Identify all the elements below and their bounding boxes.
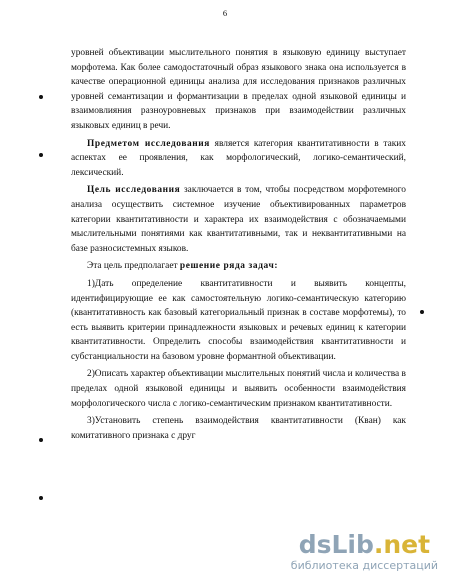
dslib-watermark [290,530,438,572]
goal-text: заключается в том, чтобы посредством морфотемного анализа осуществить системное изучение объективированных параметров категории квантитативности и характера их взаимодействия с обозначаемыми мыслительными понятиями как квантитативными, так и неквантитативными на базе разносистемных языков. [71,185,406,254]
task-2: 2)Описать характер объективации мыслительных понятий числа и количества в пределах одной языковой единицы и выявить особенности взаимодействия морфологического числа с логико-семантическим признаком квантитативности. [71,369,406,409]
paragraph-subject [71,137,406,181]
paragraph-morphotema: уровней объективации мыслительного понятия в языковую единицу выступает морфотема. Как более самодостаточный образ языкового знака она используется в качестве операционной единицы анализа для исследования признаков различных уровней семантизации и формантизации в пределах одной языковой единицы и взаимовлияния разноуровневых признаков при взаимодействии различных языковых единиц в речи. [71,48,406,131]
goal-heading: Цель исследования [87,185,181,196]
logo-main: dsLib [298,530,374,559]
dslib-tagline: библиотека диссертаций [290,559,438,572]
margin-dot [39,438,43,442]
paragraph-tasks-intro [71,259,406,274]
tasks-intro-text: Эта цель предполагает [87,261,180,272]
subject-text: является категория квантитативности в таких аспектах ее проявления, как морфологический, логико-семантический, лексический. [71,138,406,178]
margin-dot [39,95,43,99]
logo-accent: .net [373,530,431,559]
margin-dot [39,496,43,500]
dslib-logo [291,530,438,559]
paragraph-goal [71,183,406,256]
margin-dot [420,310,424,314]
subject-heading: Предметом исследования [87,138,210,149]
tasks-heading: решение ряда задач: [179,261,279,272]
page-number: 6 [222,8,228,18]
document-body [71,46,406,443]
task-3: 3)Установить степень взаимодействия квантитативности (Кван) как комитативного признака с друг [71,416,406,441]
margin-dot [39,153,43,157]
task-1: 1)Дать определение квантитативности и выявить концепты, идентифицирующие ее как самостоятельную логико-семантическую категорию (квантитативность как базовый категориальный признак в составе морфотемы), то есть выявить критерии принадлежности языковых и речевых единиц к категории квантитативности. Определить способы взаимодействия квантитативности и субстанциальности на базовом уровне формантной объективации. [71,278,406,362]
